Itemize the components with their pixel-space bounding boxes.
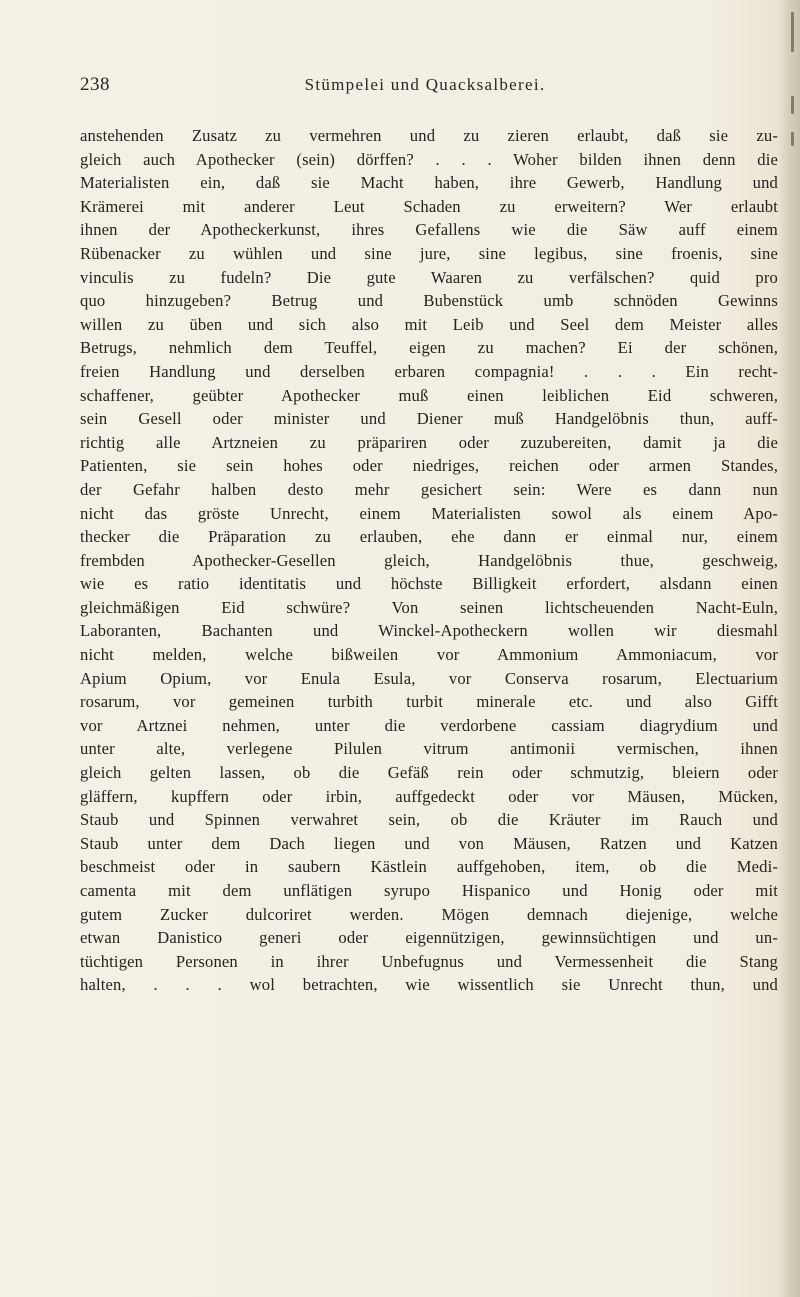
text-line: camenta mit dem unflätigen syrupo Hispanico und Honig oder mit [80,881,778,900]
text-line: Patienten, sie sein hohes oder niedriges, reichen oder armen Standes, [80,456,778,476]
text-line: nicht melden, welche bißweilen vor Ammonium Ammoniacum, vor [80,645,778,665]
text-line: gleich gelten lassen, ob die Gefäß rein oder schmutzig, bleiern oder [80,763,778,783]
text-line: gutem Zucker dulcoriret werden. Mögen demnach diejenige, welche [80,904,778,924]
text-line: tüchtigen Personen in ihrer Unbefugnus und Vermessenheit die Stang [80,951,778,971]
page-header [80,74,770,100]
text-line: rosarum, vor gemeinen turbith turbit minerale etc. und also Gifft [80,692,778,712]
text-line: Staub und Spinnen verwahret sein, ob die Kräuter im Rauch und [80,810,778,830]
text-line: anstehenden Zusatz zu vermehren und zu zieren erlaubt, daß sie zu- [80,126,778,145]
scan-edge-mark [791,12,794,52]
text-line: ihnen der Apotheckerkunst, ihres Gefallens wie die Säw auff einem [80,220,778,240]
text-line: gleichmäßigen Eid schwüre? Von seinen lichtscheuenden Nacht-Euln, [80,597,778,617]
page-number: 238 [80,74,110,95]
text-line: Rübenacker zu wühlen und sine jure, sine legibus, sine froenis, sine [80,243,778,263]
body-text [80,124,778,997]
text-line: beschmeist oder in saubern Kästlein auffgehoben, item, ob die Medi- [80,857,778,877]
text-line: Materialisten ein, daß sie Macht haben, ihre Gewerb, Handlung und [80,173,778,193]
text-line: gläffern, kupffern oder irbin, auffgedeckt oder vor Mäusen, Mücken, [80,786,778,806]
text-line: Staub unter dem Dach liegen und von Mäusen, Ratzen und Katzen [80,833,778,853]
text-line: wie es ratio identitatis und höchste Billigkeit erfordert, alsdann einen [80,574,778,594]
page-edge-shadow [778,0,800,1297]
running-head: Stümpelei und Quacksalberei. [304,75,546,94]
text-line: Apium Opium, vor Enula Esula, vor Conserva rosarum, Electuarium [80,668,778,688]
text-line: quo hinzugeben? Betrug und Bubenstück umb schnöden Gewinns [80,291,778,311]
text-line: sein Gesell oder minister und Diener muß Handgelöbnis thun, auff- [80,409,778,429]
text-line: Laboranten, Bachanten und Winckel-Apotheckern wollen wir diesmahl [80,621,778,641]
text-line: halten, . . . wol betrachten, wie wissentlich sie Unrecht thun, und [80,975,778,995]
text-line: nicht das gröste Unrecht, einem Materialisten sowol als einem Apo- [80,503,778,523]
scan-edge-mark [791,132,794,146]
text-line: schaffener, geübter Apothecker muß einen leiblichen Eid schweren, [80,385,778,405]
text-line: Betrugs, nehmlich dem Teuffel, eigen zu machen? Ei der schönen, [80,338,778,358]
scan-edge-mark [791,96,794,114]
text-line: vor Artznei nehmen, unter die verdorbene cassiam diagrydium und [80,715,778,735]
text-line: richtig alle Artzneien zu präpariren oder zuzubereiten, damit ja die [80,432,778,452]
text-line: willen zu üben und sich also mit Leib und Seel dem Meister alles [80,314,778,334]
text-line: frembden Apothecker-Gesellen gleich, Handgelöbnis thue, geschweig, [80,550,778,570]
text-line: freien Handlung und derselben erbaren compagnia! . . . Ein recht- [80,361,778,381]
text-line: vinculis zu fudeln? Die gute Waaren zu verfälschen? quid pro [80,267,778,287]
text-line: etwan Danistico generi oder eigennützigen, gewinnsüchtigen und un- [80,928,778,948]
text-line: der Gefahr halben desto mehr gesichert sein: Were es dann nun [80,479,778,499]
text-line: Krämerei mit anderer Leut Schaden zu erweitern? Wer erlaubt [80,196,778,216]
text-line: thecker die Präparation zu erlauben, ehe dann er einmal nur, einem [80,527,778,547]
text-line: unter alte, verlegene Pilulen vitrum antimonii vermischen, ihnen [80,739,778,759]
text-line: gleich auch Apothecker (sein) dörffen? . . . Woher bilden ihnen denn die [80,149,778,169]
